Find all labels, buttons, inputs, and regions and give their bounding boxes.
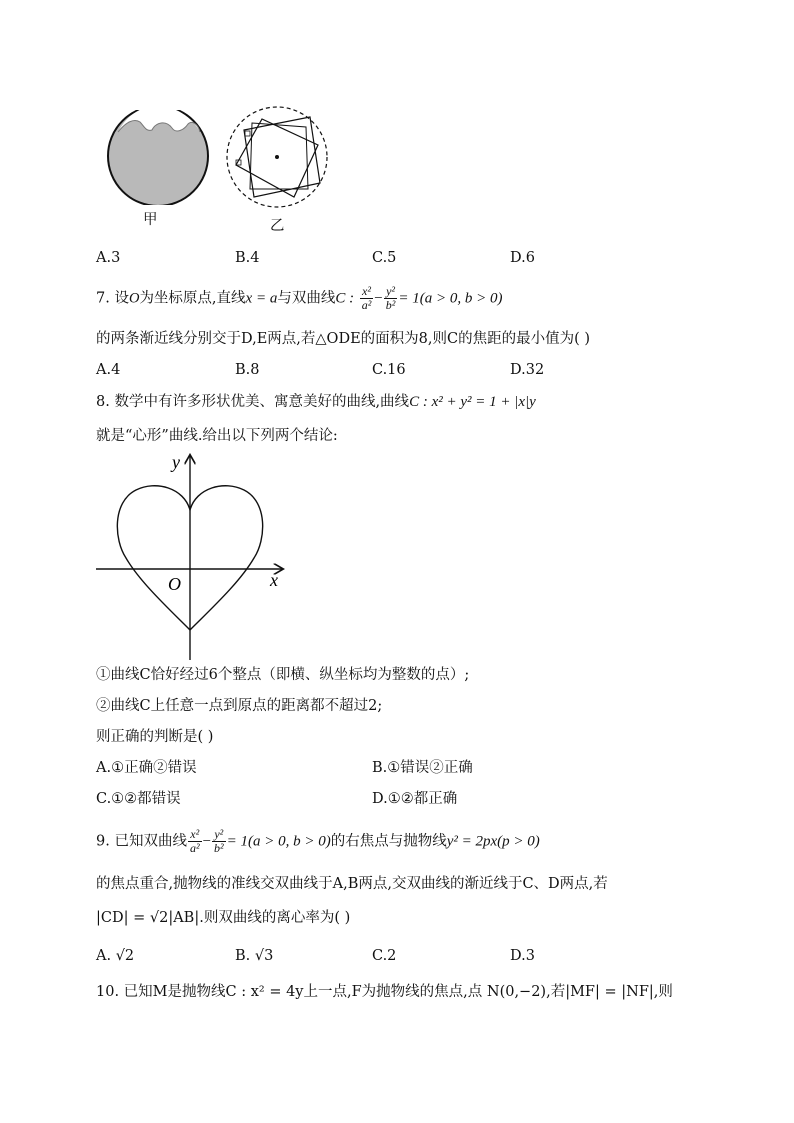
- q8-option-a: A.①正确②错误: [96, 760, 197, 776]
- q6-option-b: B.4: [235, 250, 260, 266]
- q7-option-a: A.4: [96, 362, 121, 378]
- q9-option-a: A. √2: [96, 948, 135, 964]
- q7-stem: 7. 设O为坐标原点,直线x = a与双曲线C : $\frac{\text{x²}}{\text{a²}}$ − $\frac{\text{y²}}{\text{b²}}$ = 1(a > 0, b > 0): [96, 284, 503, 312]
- axis-label-x: x: [270, 570, 278, 590]
- q8-line2: 就是“心形”曲线.给出以下列两个结论:: [96, 428, 338, 444]
- q8-stem: 8. 数学中有许多形状优美、寓意美好的曲线,曲线C : x² + y² = 1 + |x|y: [96, 394, 536, 410]
- axis-label-y: y: [172, 452, 180, 472]
- q8-prompt: 则正确的判断是( ): [96, 729, 214, 745]
- q8-option-c: C.①②都错误: [96, 791, 181, 807]
- q9-fraction-x: $\frac{\text{x²}}{\text{a²}}$: [189, 827, 200, 855]
- figure-jia: [100, 110, 215, 205]
- q7-option-b: B.8: [235, 362, 260, 378]
- q7-fraction-x: $\frac{\text{x²}}{\text{a²}}$: [361, 284, 372, 312]
- q8-option-b: B.①错误②正确: [372, 760, 473, 776]
- q8-statement-2: ②曲线C上任意一点到原点的距离都不超过2;: [96, 698, 383, 714]
- q9-fraction-y: $\frac{\text{y²}}{\text{b²}}$: [214, 827, 224, 855]
- q6-option-c: C.5: [372, 250, 397, 266]
- q7-number: 7.: [96, 290, 110, 307]
- q10-stem: 10. 已知M是抛物线C : x² = 4y上一点,F为抛物线的焦点,点 N(0,−2),若|MF| = |NF|,则: [96, 984, 673, 1000]
- q9-option-d: D.3: [510, 948, 535, 964]
- q8-number: 8.: [96, 394, 110, 410]
- q7-line2: 的两条渐近线分别交于D,E两点,若△ODE的面积为8,则C的焦距的最小值为( ): [96, 331, 591, 347]
- heart-curve-figure: [92, 448, 292, 663]
- q7-option-d: D.32: [510, 362, 545, 378]
- q9-stem: 9. 已知双曲线 $\frac{\text{x²}}{\text{a²}}$ − $\frac{\text{y²}}{\text{b²}}$ = 1(a > 0, b > 0)的右焦点与抛物线y² = 2px(p > 0): [96, 827, 540, 855]
- q7-fraction-y: $\frac{\text{y²}}{\text{b²}}$: [385, 284, 396, 312]
- q8-statement-1: ①曲线C恰好经过6个整点（即横、纵坐标均为整数的点）;: [96, 667, 470, 683]
- origin-label: O: [168, 574, 181, 594]
- q6-option-d: D.6: [510, 250, 535, 266]
- figure-yi: [222, 105, 332, 215]
- q7-option-c: C.16: [372, 362, 406, 378]
- q9-line3: |CD| = √2|AB|.则双曲线的离心率为( ): [96, 910, 351, 926]
- q10-number: 10.: [96, 984, 120, 1000]
- q6-option-a: A.3: [96, 250, 121, 266]
- q8-option-d: D.①②都正确: [372, 791, 458, 807]
- q9-option-b: B. √3: [235, 948, 274, 964]
- figure-label-jia: 甲: [143, 212, 158, 228]
- figure-label-yi: 乙: [270, 218, 285, 234]
- q9-number: 9.: [96, 833, 110, 850]
- q9-line2: 的焦点重合,抛物线的准线交双曲线于A,B两点,交双曲线的渐近线于C、D两点,若: [96, 876, 608, 892]
- q9-option-c: C.2: [372, 948, 397, 964]
